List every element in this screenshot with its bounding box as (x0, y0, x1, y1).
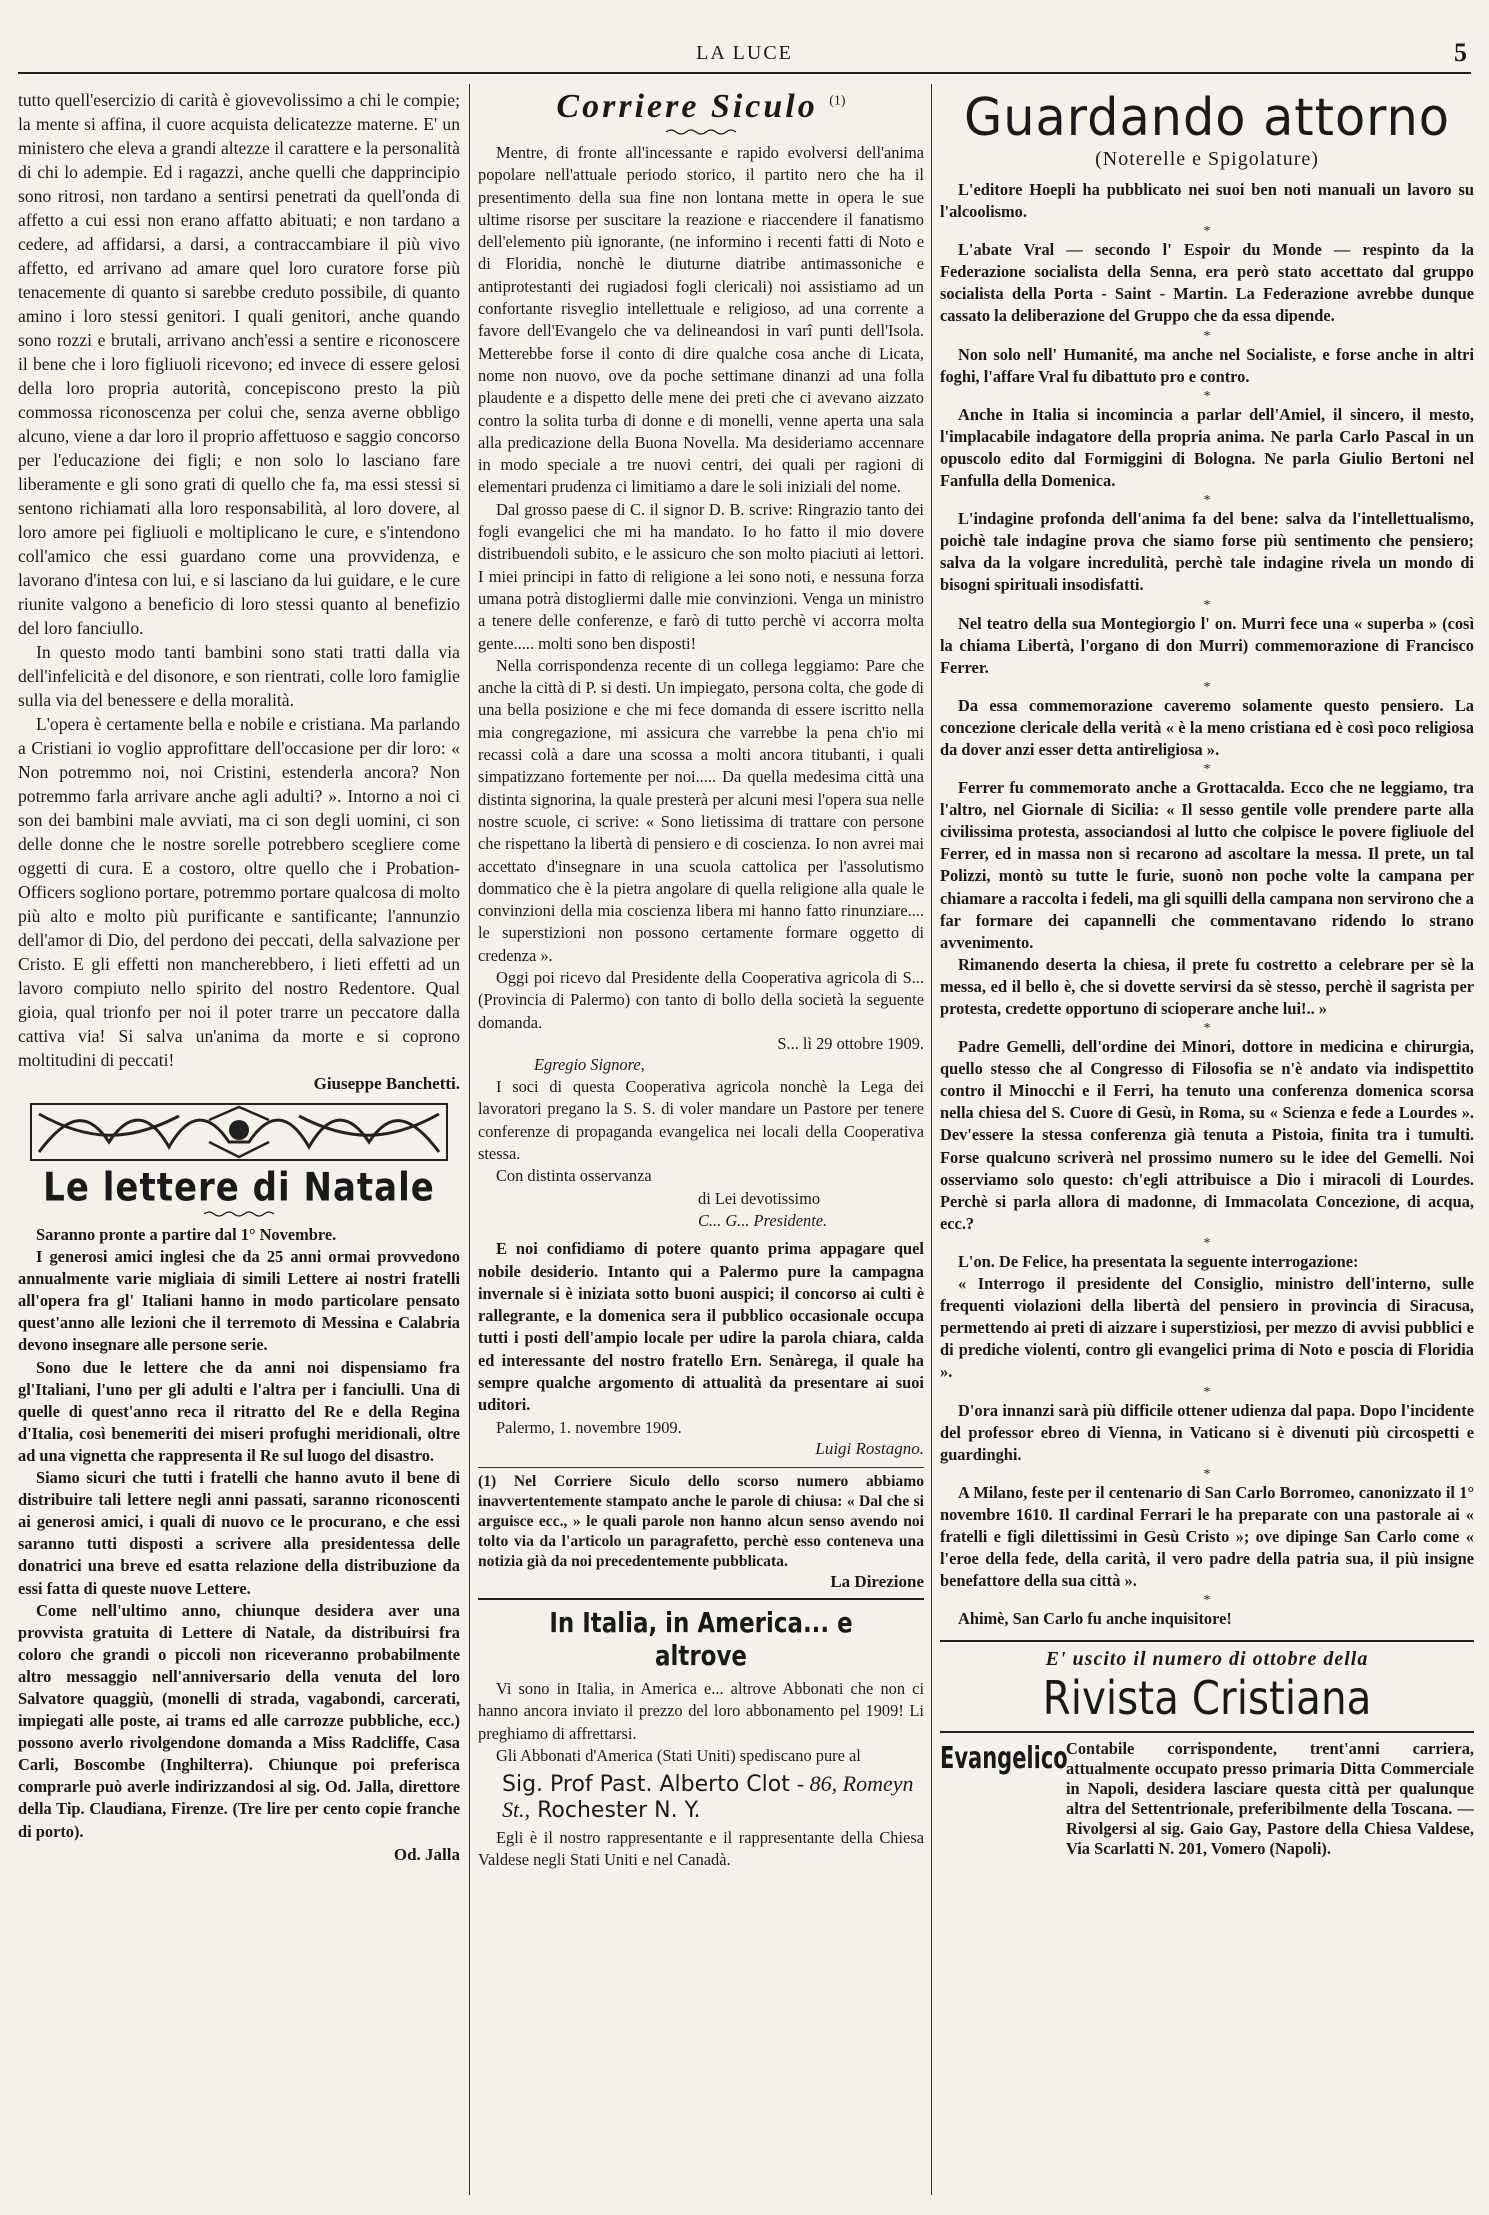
section-subheading: (Noterelle e Spigolature) (1095, 148, 1319, 170)
letter-salutation: Egregio Signore, (534, 1054, 645, 1074)
letter-signature: C... G... Presidente. (698, 1210, 828, 1230)
separator-asterism: * (1203, 597, 1211, 613)
note-paragraph: Ferrer fu commemorato anche a Grottacalda. Ecco che ne leggiamo, tra l'altro, nel Giornale di Sicilia: « Il sesso gentile volle prendere parte alla civilissima protesta, associandosi al lutto che colpisce le povere figliuole del Ferrer, ed in massa non si recarono ad ascoltare la messa. Il prete, un tal Polizzi, montò su tutte le furie, suonò non poche volte la campana per chiamare a raccolta i fedeli, ma gli squilli della campana non servirono che a far formare dei capannelli che commentavano ridendo lo strano avvenimento. (940, 778, 1474, 952)
column-left (18, 88, 460, 2197)
column-rule (931, 84, 932, 2195)
separator-asterism: * (1203, 388, 1211, 404)
note-paragraph: L'abate Vral — secondo l' Espoir du Monde — respinto da la Federazione socialista della Senna, era però stato accettato dal gruppo socialista della Porta - Saint - Martin. La Federazione avrebbe dunque cassato la deliberazione del Gruppo che da essa dipende. (940, 240, 1474, 326)
letter-body: I soci di questa Cooperativa agricola nonchè la Lega dei lavoratori pregano la S. S. di voler mandare un Pastore per tenere conferenze di propaganda evangelica nei locali della Cooperativa stessa. (478, 1077, 924, 1164)
footnote: (1) Nel Corriere Siculo dello scorso numero abbiamo inavvertentemente stampato anche le parole di chiusa: « Dal che si arguisce ecc., » le quali parole non hanno alcun senso avendo noi tolto via da l'articolo un paragrafetto, perchè esso conteneva una notizia già da noi precedentemente pubblicata. (478, 1467, 924, 1572)
wavy-rule-icon (204, 1210, 274, 1218)
ad-keyword: Evangelico (940, 1741, 1068, 1777)
note-paragraph: Nel teatro della sua Montegiorgio l' on. Murri fece una « superba » (così la chiama Libertà, l'organo di don Murri) commemorazione di Francisco Ferrer. (940, 613, 1474, 677)
article-paragraph: L'opera è certamente bella e nobile e cristiana. Ma parlando a Cristiani io voglio approfittare dell'occasione per dir loro: « Non potremmo noi, noi Cristini, estenderla ancora? Non potremmo farla arrivare anche agli adulti? ». Intorno a noi ci son dei bambini male avviati, ma ci son degli uomini, ci son delle donne che le nostre sorelle potrebbero scegliere come oggetti di cura. E a costoro, oltre quello che i Probation-Officers sogliono portare, potremmo portare qualcosa di molto più alto e molto più purificante e santificante; l'annunzio dell'amor di Dio, del perdono dei peccati, della salvazione per Cristo. E gli effetti non mancherebbero, i lieti effetti ad un lavoro compiuto nello spirito del nostro Redentore. Qual gioia, qual trionfo per noi il poter trarre un peccatore dalla cattiva via! Si salva un'anima da morte e si coprono moltitudini di peccati! (18, 714, 460, 1070)
footnote-signature: La Direzione (478, 1572, 924, 1600)
article-paragraph: Egli è il nostro rappresentante e il rappresentante della Chiesa Valdese negli Stati Uniti e nel Canadà. (478, 1828, 924, 1870)
article-paragraph: Sono due le lettere che da anni noi dispensiamo fra gl'Italiani, l'uno per gli adulti e l'altra per i fanciulli. Una di quelle di quest'anno reca il ritratto del Re e della Regina d'Italia, così benemeriti dei miseri profughi meridionali, oltre ad una vignetta che rappresenta il Re sul luogo del disastro. (18, 1357, 460, 1465)
article-signature: Od. Jalla (393, 1844, 460, 1864)
article-author: Luigi Rostagno. (815, 1438, 924, 1458)
address-street: - 86, Romeyn St., (502, 1771, 914, 1823)
separator-asterism: * (1203, 1384, 1211, 1400)
article-paragraph: Dal grosso paese di C. il signor D. B. scrive: Ringrazio tanto dei fogli evangelici che mi ha mandato. Io ho fatto il mio dovere distribuendoli subito, e le assicuro che son molto piaciuti ai lettori. I miei principi in fatto di religione a lei sono noti, e nessuna forza umana potrà distogliermi dalle mie convinzioni. Venga un ministro a tenere delle conferenze, e farò di tutto perchè vi accorra molta gente..... molti sono ben disposti! (478, 499, 924, 653)
separator-asterism: * (1203, 1466, 1211, 1482)
article-paragraph: I generosi amici inglesi che da 25 anni ormai provvedono annualmente varie migliaia di simili Lettere ai nostri fratelli all'opera fra gl' Italiani hanno in modo particolare pensato quest'anno alle lezioni che il terremoto di Messina e Calabria devono insegnare alle persone serie. (18, 1247, 460, 1355)
masthead (18, 40, 1471, 74)
article-paragraph: Come nell'ultimo anno, chiunque desidera aver una provvista gratuita di Lettere di Natale, da distribuirsi fra coloro che grandi o piccoli non riceveranno probabilmente altro messaggio nell'anniversario della venuta del loro Salvatore quaggiù, (monelli di strada, vagabondi, carcerati, impiegati alle poste, ai trams ed alle carrozze pubbliche, ecc.) possono averlo rivolgendone domanda a Miss Radcliffe, Casa Carli, Boscombe (Inghilterra). Chiunque poi preferisca comprarle può averle indirizzandosi al sig. Od. Jalla, direttore della Tip. Claudiana, Firenze. (Tre lire per cento copie franche di porto). (18, 1600, 460, 1841)
article-paragraph: Nella corrispondenza recente di un collega leggiamo: Pare che anche la città di P. si desti. Un impiegato, persona colta, che gode di una bella posizione e che mi fece domanda di essere iscritto nella mia congregazione, mi assicura che varrebbe la pena ch'io mi recassi colà a dare una scossa a molti ancora titubanti, i quali simpatizzano fortemente per noi..... Da quella medesima città una distinta signorina, la quale presterà per alcuni mesi l'opera sua nelle nostre scuole, ci scrive: « Sono lietissima di trattare con persone che rispettano la libertà di pensiero e di coscienza. Io non avrei mai accettato d'insegnare in una scuola cattolica per l'assolutismo dommatico che è la pietra angolare di quella religione alla quale le convinzioni della mia coscienza libera mi hanno fatto rinunziare.... le superstizioni non possono certamente formare oggetto di credenza ». (478, 655, 924, 965)
heading-text: Corriere Siculo (556, 88, 818, 125)
notes-list (940, 179, 1474, 1630)
separator-asterism: * (1203, 1235, 1211, 1251)
note-paragraph: L'editore Hoepli ha pubblicato nei suoi ben noti manuali un lavoro su l'alcoolismo. (940, 180, 1474, 222)
rivista-line: E' uscito il numero di ottobre della (1045, 1648, 1369, 1671)
article-paragraph: Gli Abbonati d'America (Stati Uniti) spediscano pure al (496, 1745, 861, 1765)
section-heading: In Italia, in America... e altrove (549, 1605, 853, 1672)
article-signature: Giuseppe Banchetti. (313, 1074, 460, 1093)
newspaper-title: LA LUCE (696, 42, 793, 64)
note-paragraph: Ahimè, San Carlo fu anche inquisitore! (958, 1609, 1232, 1629)
article-paragraph: tutto quell'esercizio di carità è giovevolissimo a chi le compie; la mente si affina, il cuore acquista delicatezze materne. E' un ministero che eleva a grandi altezze il carattere e la personalità di chi lo adempie. Ed i ragazzi, anche quelli che dapprincipio sono ritrosi, non tardano a sentirsi penetrati da quell'onda di affetto a cui essi non erano affatto abituati; e non tardano a cedere, ad affidarsi, a darsi, a contraccambiare il più vivo affetto, ed arrivano ad amare quel loro curatore forse più tenacemente di quanto si sarebbe creduto possibile, di quanto amino i loro stessi genitori. I quali genitori, anche quando sono rozzi e brutali, arrivano anch'essi a sentire e riconoscere il bene che i loro figliuoli ricevono; ed invece di essere gelosi della loro propria autorità, concepiscono presto la più commossa riconoscenza per colui che, senza averne obbligo alcuno, viene a dar loro il proprio affettuoso e saggio concorso per l'educazione dei figli; e non solo lo lasciano fare liberamente e gli sono grati di quello che fa, ma essi stessi si sentono richiamati alla loro responsabilità, al loro dovere, al loro amore pei figliuoli e moltiplicano le cure, e s'intendono coll'amico che essi guardano come una provvidenza, e lavorano d'intesa con lui, e si lasciano da lui guidare, e le cure riunite valgono a beneficio di loro stessi quanto al benefizio del loro fanciullo. (18, 90, 460, 638)
section-heading: Guardando attorno (964, 88, 1450, 148)
address-block (502, 1771, 924, 1823)
address-name: Sig. Prof Past. Alberto Clot (502, 1772, 790, 1798)
note-paragraph: A Milano, feste per il centenario di San Carlo Borromeo, canonizzato il 1° novembre 1610. Il cardinal Ferrari le ha preparate con una pastorale ai « fratelli e figli dilettissimi in Gesù Cristo »; ove dipinge San Carlo come « l'eroe della fede, della carità, il vero padre della patria sua, il più insigne benefattore della sua città ». (940, 1482, 1474, 1591)
letter-date: S... lì 29 ottobre 1909. (777, 1033, 924, 1053)
article-paragraph: E noi confidiamo di potere quanto prima appagare quel nobile desiderio. Intanto qui a Palermo pure la campagna invernale si è iniziata sotto buoni auspici; il concorso ai culti è rallegrante, e la domenica sera il pubblico occasionale occupa tutti i posti dell'ampio locale per udire la parola chiara, calda ed interessante del nostro fratello Ern. Senàrega, il quale ha sempre qualche argomento di attualità da presentare ai suoi uditori. (478, 1239, 924, 1415)
page-number: 5 (1454, 38, 1467, 67)
address-city: Rochester N. Y. (537, 1798, 701, 1824)
separator-asterism: * (1203, 493, 1211, 509)
note-paragraph: Rimanendo deserta la chiesa, il prete fu costretto a celebrare per sè la messa, ed il bello è, che si dovette servirsi da sè stesso, perchè il sagrista per protesta, credette opportuno di scioperare anche lui!.. » (940, 954, 1474, 1018)
rivista-title: Rivista Cristiana (1042, 1671, 1372, 1726)
section-heading (478, 88, 924, 126)
note-paragraph: « Interrogo il presidente del Consiglio, ministro dell'interno, sulle frequenti violazioni della libertà del pensiero in provincia di Siracusa, permettendo ai preti di aizzare i superstiziosi, per mezzo di avvisi pubblici e di prediche violenti, contro gli evangelici prima di Noto e poscia di Floridia ». (940, 1274, 1474, 1382)
ad-text: Contabile corrispondente, trent'anni carriera, attualmente occupato presso primaria Ditta Commerciale in Napoli, desidera lasciare questa città per qualunque altra del Settentrionale, preferibilmente della Toscana. — Rivolgersi al sig. Gaio Gay, Pastore della Chiesa Valdese, Via Scarlatti N. 201, Vomero (Napoli). (1066, 1739, 1474, 1859)
place-date: Palermo, 1. novembre 1909. (496, 1417, 682, 1437)
separator-asterism: * (1203, 1021, 1211, 1037)
column-rule (469, 84, 470, 2195)
separator-asterism: * (1203, 1593, 1211, 1609)
article-paragraph: Oggi poi ricevo dal Presidente della Cooperativa agricola di S... (Provincia di Palermo) con tanto di bollo della società la seguente domanda. (478, 967, 924, 1032)
article-paragraph: Mentre, di fronte all'incessante e rapido evolversi dell'anima popolare nell'attuale periodo storico, il partito nero che ha il presentimento della sua fine non lontana mette in opera le sue ultime risorse per suscitare la reazione e riaccendere il fanatismo dell'elemento più ignorante, (ne informino i recenti fatti di Noto e di Floridia, nonchè le diuturne diatribe antimassoniche e antiprotestanti dei rugiadosi fogli clericali) noi assistiamo ad un confortante risveglio intellettuale e religioso, ad una corrente a favore dell'Evangelo che va delineandosi in varî punti dell'Isola. Metterebbe forse il conto di dire qualche cosa anche di Licata, nome non nuovo, ove da poche settimane dinanzi ad una folla plaudente e a dispetto delle mene dei preti che ci avevano aizzato contro la solita turba di donne e di monelli, venne aperta una sala alla predicazione della Buona Novella. Ma desideriamo accennare in modo speciale a tre nuovi centri, dei quali per ragioni di elementari prudenza ci limitiamo a dare le soli iniziali del nome. (478, 143, 924, 497)
note-paragraph: Anche in Italia si incomincia a parlar dell'Amiel, il sincero, il mesto, l'implacabile indagatore della propria anima. Ne parla Carlo Pascal in un opuscolo edito dal Formiggini di Bologna. Ne parla Giulio Bertoni nel Fanfulla della Domenica. (940, 404, 1474, 491)
evangelico-ad (940, 1731, 1474, 1859)
rivista-notice (940, 1640, 1474, 1725)
separator-asterism: * (1203, 679, 1211, 695)
note-paragraph: L'indagine profonda dell'anima fa del bene: salva da l'intellettualismo, poichè tale indagine prova che siamo forse più sentimento che pensiero; salva da la volgare incredulità, perchè tale indagine rivela un mondo di bisogni spirituali insodisfatti. (940, 509, 1474, 595)
note-paragraph: Da essa commemorazione caveremo solamente questo pensiero. La concezione clericale della verità « è la meno cristiana ed è così poco religiosa da dover anzi esser detta antireligiosa ». (940, 695, 1474, 759)
separator-asterism: * (1203, 224, 1211, 240)
section-heading: Le lettere di Natale (43, 1165, 435, 1211)
note-paragraph: D'ora innanzi sarà più difficile ottener udienza dal papa. Dopo l'incidente del professor ebreo di Vienna, in Vaticano si è divenuti più circospetti e guardinghi. (940, 1400, 1474, 1464)
letter-devoted: di Lei devotissimo (698, 1188, 821, 1208)
column-right (940, 88, 1474, 2197)
note-paragraph: Non solo nell' Humanité, ma anche nel Socialiste, e forse anche in altri foghi, l'affare Vral fu dibattuto pro e contro. (940, 344, 1474, 386)
separator-asterism: * (1203, 762, 1211, 778)
ornamental-divider-icon (29, 1102, 449, 1162)
wavy-rule-icon (666, 128, 736, 136)
article-paragraph: Siamo sicuri che tutti i fratelli che hanno avuto il bene di distribuire tali lettere negli anni passati, saranno riconoscenti ai generosi amici, i quali di nuovo ce le procurano, e che essi saranno tutti disposti a scrivere alla presidentessa delle donatrici una breve ed esatta relazione della distribuzione da essi fatta di queste nuove Lettere. (18, 1468, 460, 1598)
article-paragraph: Saranno pronte a partire dal 1° Novembre. (36, 1225, 337, 1244)
note-paragraph: L'on. De Felice, ha presentata la seguente interrogazione: (958, 1251, 1359, 1271)
footnote-marker: (1) (829, 93, 846, 109)
column-middle (478, 88, 924, 2197)
article-paragraph: Vi sono in Italia, in America e... altrove Abbonati che non ci hanno ancora inviato il prezzo del loro abbonamento pel 1909! Li preghiamo di affrettarsi. (478, 1678, 924, 1743)
article-paragraph: In questo modo tanti bambini sono stati tratti dalla via dell'infelicità e del disonore, e son rientrati, colle loro famiglie sulla via del benessere e della moralità. (18, 642, 460, 710)
separator-asterism: * (1203, 328, 1211, 344)
note-paragraph: Padre Gemelli, dell'ordine dei Minori, dottore in medicina e chirurgia, quello stesso che al Congresso di Filosofia se n'è andato via indispettito contro il Minocchi e il Ferri, ha tenuto una conferenza domenica scorsa nella chiesa del S. Cuore di Gesù, in Roma, su « Scienza e fede a Lourdes ». Dev'essere la stessa conferenza già tenuta a Pistoia, finita tra i tumulti. Forse qualcuno scriverà nel prossimo numero su le idee del Gemelli. Noi osserviamo solo questo: ch'egli attribuisce a Dio i miracoli di Lourdes. Perchè si parla allora di madonne, di Immacolata Concezione, di acqua, ecc.? (940, 1037, 1474, 1233)
letter-close: Con distinta osservanza (496, 1166, 652, 1186)
